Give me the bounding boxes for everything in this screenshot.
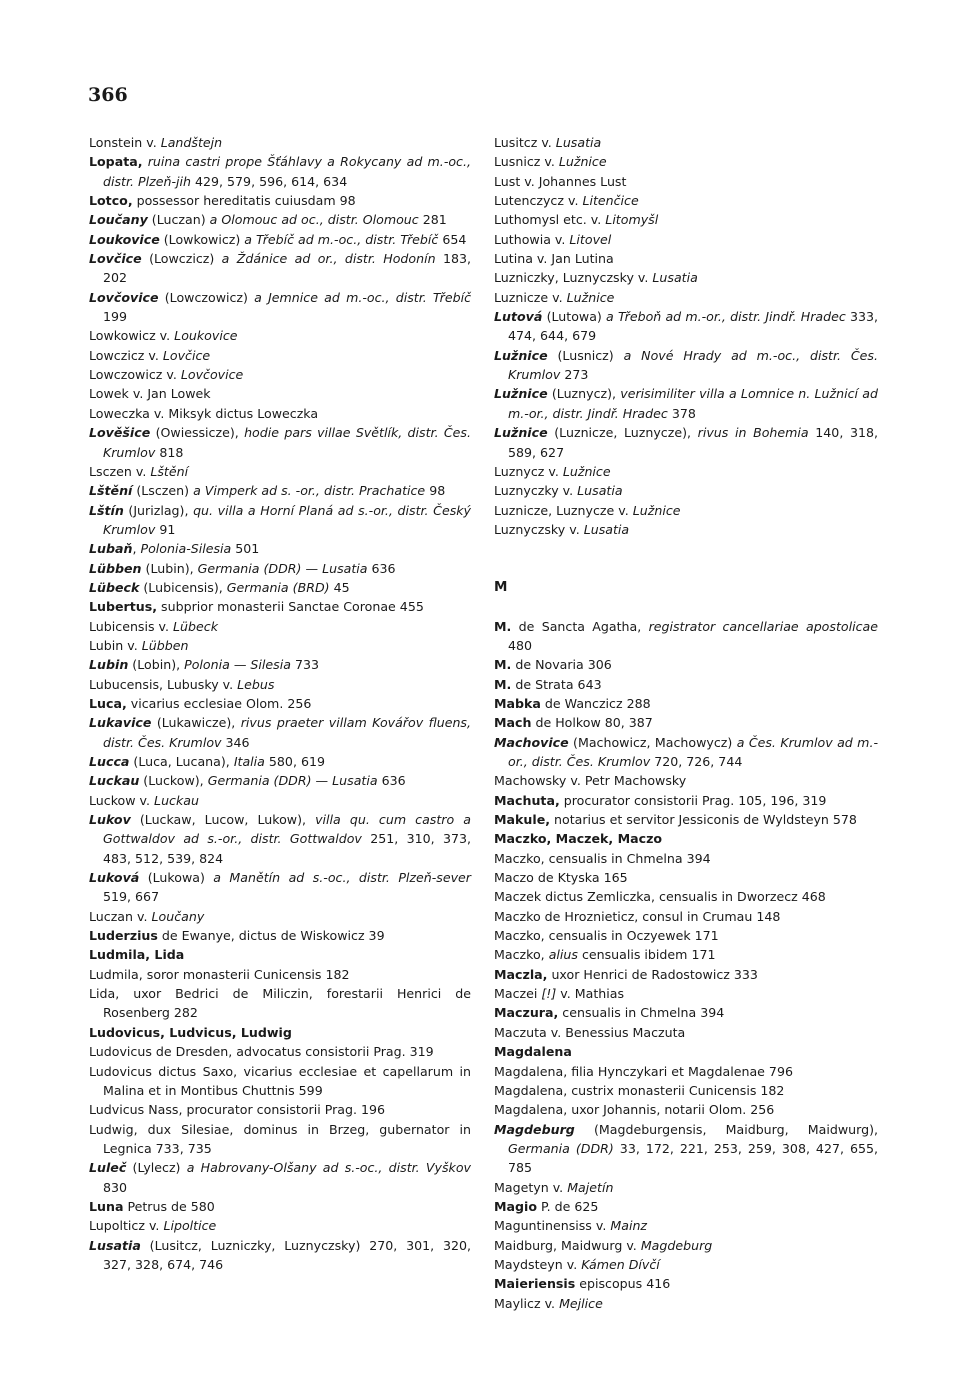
index-column-left [89, 133, 471, 1274]
index-entry: Mach de Holkow 80, 387 [494, 715, 653, 731]
index-entry: Lübeck (Lubicensis), Germania (BRD) 45 [89, 579, 350, 595]
index-entry: Lowczowicz v. Lovčovice [89, 367, 244, 383]
index-entry: M. de Novaria 306 [494, 657, 612, 673]
index-entry: Lštín (Jurizlag), qu. villa a Horní Planá ad s.-or., distr. Český Krumlov 91 [89, 502, 472, 537]
index-entry: Maczko, Maczek, Maczo [494, 831, 663, 847]
index-entry: Lotco, possessor hereditatis cuiusdam 98 [89, 193, 356, 209]
index-entry: Ludmila, Lida [89, 947, 185, 963]
index-entry: Lopata, ruina castri prope Šťáhlavy a Rokycany ad m.-oc., distr. Plzeň-jih 429, 579, 596, 614, 634 [89, 154, 471, 189]
index-entry: Luckow v. Luckau [89, 792, 199, 808]
index-entry: Luznicze, Luznycze v. Lužnice [494, 502, 681, 518]
index-entry: Maydsteyn v. Kámen Dívčí [494, 1256, 660, 1272]
index-entry: Magio P. de 625 [494, 1198, 599, 1214]
index-entry: Maczko, alius censualis ibidem 171 [494, 947, 716, 963]
index-entry: M. de Sancta Agatha, registrator cancellariae apostolicae 480 [494, 618, 878, 653]
index-entry: Lužnice (Lusnicz) a Nové Hrady ad m.-oc., distr. Čes. Krumlov 273 [494, 347, 879, 383]
index-entry: Lübben (Lubin), Germania (DDR) — Lusatia 636 [89, 560, 396, 576]
index-entry: Luznicze v. Lužnice [494, 289, 615, 305]
index-entry: Lukavice (Lukawicze), rivus praeter villam Kovářov fluens, distr. Čes. Krumlov 346 [89, 715, 472, 750]
entry-list-right-top [494, 133, 878, 539]
index-entry: Luznyczsky v. Lusatia [494, 521, 630, 537]
index-entry: Luzniczky, Luznyczsky v. Lusatia [494, 270, 698, 286]
index-entry: Lovčovice (Lowczowicz) a Jemnice ad m.-oc., distr. Třebíč 199 [89, 289, 471, 325]
index-entry: Ludovicus dictus Saxo, vicarius ecclesiae et capellarum in Malina et in Montibus Chuttnis 599 [89, 1063, 471, 1098]
index-entry: Luna Petrus de 580 [89, 1198, 215, 1214]
index-entry: Maieriensis episcopus 416 [494, 1276, 671, 1292]
index-entry: Lust v. Johannes Lust [494, 173, 627, 189]
index-entry: Lubertus, subprior monasterii Sanctae Coronae 455 [89, 599, 424, 615]
index-entry: Luthowia v. Litovel [494, 231, 612, 247]
index-entry: Lubin v. Lübben [89, 637, 189, 653]
index-entry: Luca, vicarius ecclesiae Olom. 256 [89, 695, 312, 711]
index-entry: Luznyczky v. Lusatia [494, 483, 623, 499]
index-entry: Luderzius de Ewanye, dictus de Wiskowicz 39 [89, 928, 385, 944]
index-entry: Maczko, censualis in Chmelna 394 [494, 850, 711, 866]
index-entry: Lida, uxor Bedrici de Miliczin, forestarii Henrici de Rosenberg 282 [89, 986, 471, 1021]
index-entry: Lucca (Luca, Lucana), Italia 580, 619 [89, 754, 325, 769]
index-entry: Lowkowicz v. Loukovice [89, 328, 238, 344]
index-entry: Lukov (Luckaw, Lucow, Lukow), villa qu. cum castro a Gottwaldov ad s.-or., distr. Gottwaldov 251, 310, 373, 483, 512, 539, 824 [89, 812, 471, 866]
index-entry: Ludvicus Nass, procurator consistorii Prag. 196 [89, 1102, 386, 1118]
index-entry: Machowsky v. Petr Machowsky [494, 773, 687, 789]
index-entry: Lubicensis v. Lübeck [89, 618, 218, 634]
index-entry: Lowczicz v. Lovčice [89, 347, 211, 363]
index-entry: Loweczka v. Miksyk dictus Loweczka [89, 405, 319, 421]
index-entry: Luznycz v. Lužnice [494, 463, 611, 479]
index-entry: Lsczen v. Lštění [89, 463, 189, 479]
index-entry: Magdalena [494, 1044, 572, 1060]
index-entry: Lověšice (Owiessicze), hodie pars villae Světlík, distr. Čes. Krumlov 818 [89, 425, 471, 460]
index-entry: Lutová (Lutowa) a Třeboň ad m.-or., distr. Jindř. Hradec 333, 474, 644, 679 [494, 309, 879, 344]
index-entry: Maguntinensiss v. Mainz [494, 1218, 648, 1234]
index-entry: Lužnice (Luznicze, Luznycze), rivus in Bohemia 140, 318, 589, 627 [494, 425, 879, 460]
index-entry: Machuta, procurator consistorii Prag. 105, 196, 319 [494, 792, 827, 808]
index-entry: Machovice (Machowicz, Machowycz) a Čes. Krumlov ad m.-or., distr. Čes. Krumlov 720, 726, 744 [494, 734, 878, 769]
index-entry: Lubucensis, Lubusky v. Lebus [89, 676, 275, 692]
index-entry: Maczla, uxor Henrici de Radostowicz 333 [494, 966, 758, 982]
index-entry: Maczuta v. Benessius Maczuta [494, 1024, 686, 1040]
index-entry: Lužnice (Luznycz), verisimiliter villa a Lomnice n. Lužnicí ad m.-or., distr. Jindř. Hradec 378 [494, 386, 878, 421]
index-entry: Loukovice (Lowkowicz) a Třebíč ad m.-oc., distr. Třebíč 654 [89, 231, 467, 247]
index-entry: Luckau (Luckow), Germania (DDR) — Lusatia 636 [89, 773, 406, 789]
index-entry: Lštění (Lsczen) a Vimperk ad s. -or., distr. Prachatice 98 [89, 483, 446, 499]
index-entry: Luková (Lukowa) a Manětín ad s.-oc., distr. Plzeň-sever 519, 667 [89, 870, 471, 905]
index-entry: Magdalena, uxor Johannis, notarii Olom. 256 [494, 1102, 775, 1118]
index-entry: Mabka de Wanczicz 288 [494, 695, 651, 711]
index-entry: Ludovicus de Dresden, advocatus consistorii Prag. 319 [89, 1044, 434, 1060]
index-entry: Lubin (Lobin), Polonia — Silesia 733 [89, 657, 319, 673]
index-entry: Maczura, censualis in Chmelna 394 [494, 1005, 725, 1021]
index-entry: M. de Strata 643 [494, 676, 602, 692]
index-entry: Maczko, censualis in Oczyewek 171 [494, 928, 719, 944]
entry-list-left [89, 133, 471, 1274]
index-entry: Magdeburg (Magdeburgensis, Maidburg, Maidwurg), Germania (DDR) 33, 172, 221, 253, 259, 308, 427, 655, 785 [494, 1121, 879, 1176]
index-entry: Lubaň, Polonia-Silesia 501 [89, 541, 260, 557]
section-letter-heading: M [494, 578, 508, 595]
index-entry: Maczo de Ktyska 165 [494, 870, 628, 886]
entry-list-right-bottom [494, 617, 878, 1313]
index-entry: Magetyn v. Majetín [494, 1179, 614, 1195]
index-entry: Maczko de Hroznieticz, consul in Crumau 148 [494, 908, 781, 924]
index-entry: Maczei [!] v. Mathias [494, 986, 625, 1002]
index-entry: Lupolticz v. Lipoltice [89, 1218, 217, 1234]
index-entry: Ludovicus, Ludvicus, Ludwig [89, 1024, 292, 1040]
index-entry: Magdalena, custrix monasterii Cunicensis 182 [494, 1082, 785, 1098]
page-number: 366 [88, 84, 128, 106]
index-entry: Lusnicz v. Lužnice [494, 154, 607, 170]
index-entry: Lusatia (Lusitcz, Luzniczky, Luznyczsky) 270, 301, 320, 327, 328, 674, 746 [89, 1237, 471, 1272]
index-entry: Lutenczycz v. Litenčice [494, 193, 639, 209]
index-entry: Luthomysl etc. v. Litomyšl [494, 212, 659, 228]
index-entry: Luleč (Lylecz) a Habrovany-Olšany ad s.-oc., distr. Vyškov 830 [89, 1160, 471, 1195]
index-column-right [494, 133, 878, 1313]
index-entry: Lonstein v. Landštejn [89, 135, 223, 150]
index-entry: Maczek dictus Zemliczka, censualis in Dworzecz 468 [494, 889, 826, 905]
index-entry: Lowek v. Jan Lowek [89, 386, 211, 402]
index-entry: Lovčice (Lowczicz) a Ždánice ad or., distr. Hodonín 183, 202 [89, 251, 472, 286]
index-entry: Luczan v. Loučany [89, 908, 205, 924]
index-entry: Ludwig, dux Silesiae, dominus in Brzeg, gubernator in Legnica 733, 735 [89, 1121, 471, 1156]
index-entry: Lusitcz v. Lusatia [494, 135, 602, 150]
index-entry: Makule, notarius et servitor Jessiconis de Wyldsteyn 578 [494, 812, 857, 828]
index-entry: Loučany (Luczan) a Olomouc ad oc., distr. Olomouc 281 [89, 212, 447, 228]
index-entry: Maylicz v. Mejlice [494, 1295, 603, 1311]
index-entry: Ludmila, soror monasterii Cunicensis 182 [89, 966, 350, 982]
index-entry: Magdalena, filia Hynczykari et Magdalenae 796 [494, 1063, 793, 1079]
index-entry: Lutina v. Jan Lutina [494, 251, 614, 267]
index-entry: Maidburg, Maidwurg v. Magdeburg [494, 1237, 713, 1253]
